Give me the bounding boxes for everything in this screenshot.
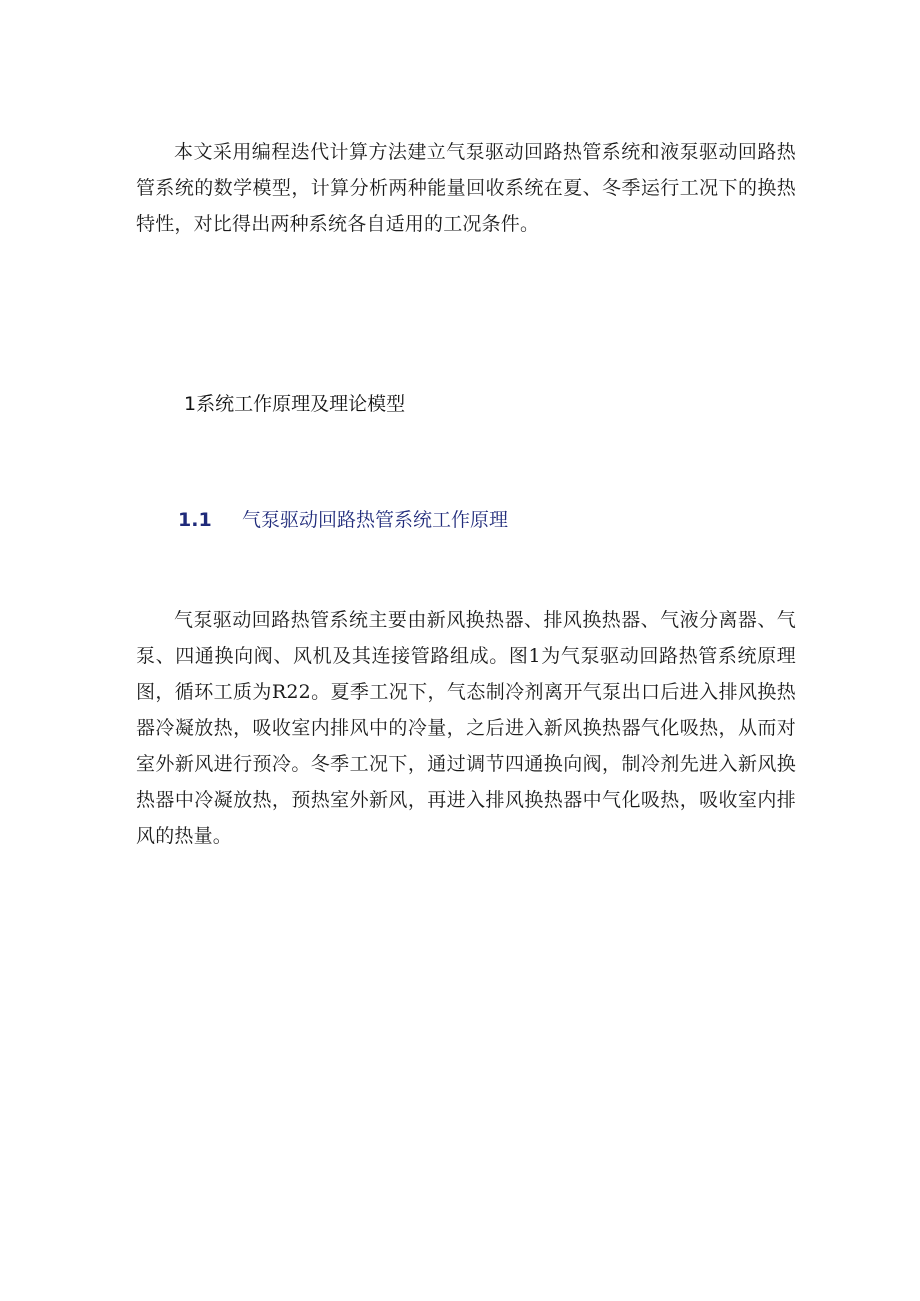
- subsection-number: 1.1: [178, 509, 212, 531]
- body-paragraph: 气泵驱动回路热管系统主要由新风换热器、排风换热器、气液分离器、气泵、四通换向阀、风机及其连接管路组成。图1为气泵驱动回路热管系统原理图，循环工质为R22。夏季工况下，气态制冷剂离开气泵出口后进入排风换热器冷凝放热，吸收室内排风中的冷量，之后进入新风换热器气化吸热，从而对室外新风进行预冷。冬季工况下，通过调节四通换向阀，制冷剂先进入新风换热器中冷凝放热，预热室外新风，再进入排风换热器中气化吸热，吸收室内排风的热量。: [136, 609, 796, 847]
- subsection-heading: [178, 504, 508, 536]
- intro-paragraph: 本文采用编程迭代计算方法建立气泵驱动回路热管系统和液泵驱动回路热管系统的数学模型，计算分析两种能量回收系统在夏、冬季运行工况下的换热特性，对比得出两种系统各自适用的工况条件。: [136, 141, 796, 235]
- section-heading: 1系统工作原理及理论模型: [184, 393, 406, 415]
- subsection-title: 气泵驱动回路热管系统工作原理: [242, 509, 509, 531]
